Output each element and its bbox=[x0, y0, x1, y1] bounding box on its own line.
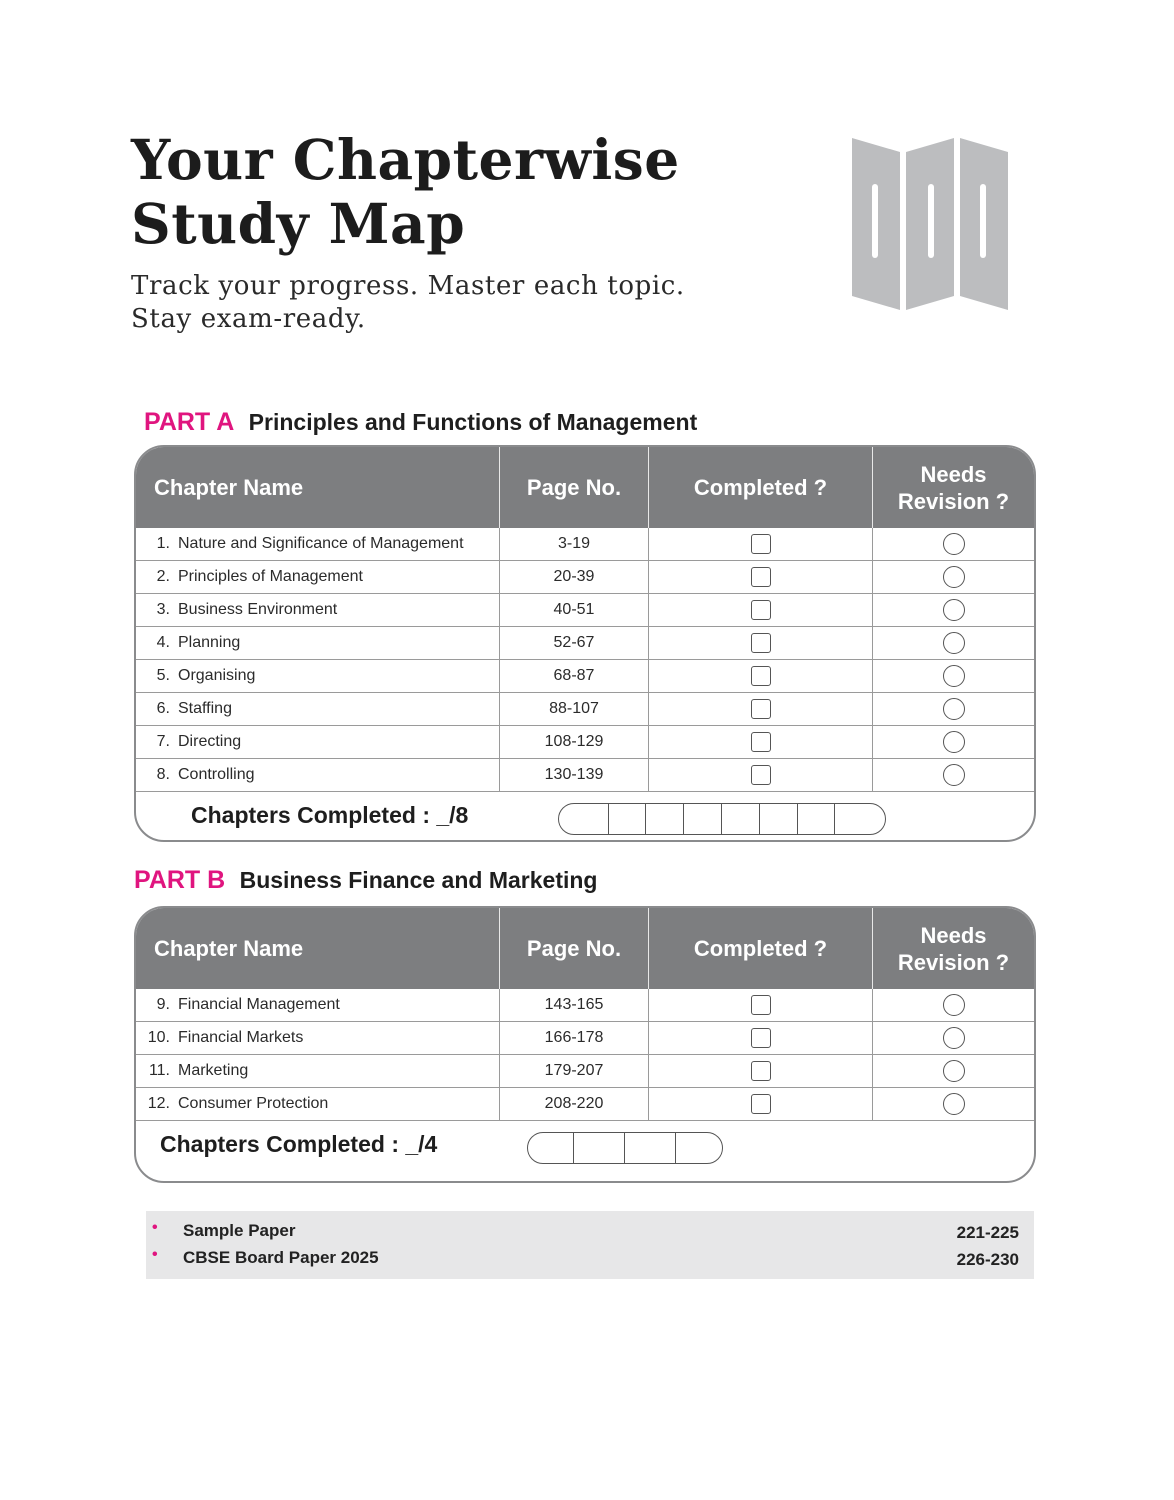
chapter-number: 1. bbox=[156, 535, 170, 552]
col-page-no: Page No. bbox=[500, 447, 649, 528]
completed-checkbox[interactable] bbox=[751, 666, 771, 686]
bullet-icon: • bbox=[152, 1219, 158, 1236]
page-title bbox=[131, 128, 680, 256]
completed-checkbox[interactable] bbox=[751, 1061, 771, 1081]
revision-radio[interactable] bbox=[943, 533, 965, 555]
chapter-number: 8. bbox=[156, 766, 170, 783]
part-b-heading bbox=[134, 866, 597, 895]
revision-radio[interactable] bbox=[943, 566, 965, 588]
chapter-name: Directing bbox=[178, 733, 242, 750]
completed-checkbox[interactable] bbox=[751, 600, 771, 620]
completed-checkbox[interactable] bbox=[751, 1028, 771, 1048]
progress-tracker bbox=[558, 803, 886, 835]
progress-tracker bbox=[527, 1132, 723, 1164]
chapter-pages: 20-39 bbox=[500, 561, 649, 593]
completed-checkbox[interactable] bbox=[751, 567, 771, 587]
chapter-pages: 40-51 bbox=[500, 594, 649, 626]
revision-radio[interactable] bbox=[943, 698, 965, 720]
col-completed: Completed ? bbox=[649, 447, 873, 528]
part-a-title: Principles and Functions of Management bbox=[248, 409, 698, 435]
completed-checkbox[interactable] bbox=[751, 1094, 771, 1114]
chapter-name: Nature and Significance of Management bbox=[178, 535, 464, 552]
chapter-name: Planning bbox=[178, 634, 241, 651]
table-row bbox=[136, 1055, 1034, 1088]
completed-checkbox[interactable] bbox=[751, 765, 771, 785]
chapter-pages: 208-220 bbox=[500, 1088, 649, 1120]
chapter-name: Financial Markets bbox=[178, 1029, 304, 1046]
col-needs-revision bbox=[873, 908, 1034, 989]
col-needs-revision bbox=[873, 447, 1034, 528]
chapter-name: Marketing bbox=[178, 1062, 249, 1079]
chapter-number: 2. bbox=[156, 568, 170, 585]
tracker-cell[interactable] bbox=[559, 804, 609, 834]
table-row bbox=[136, 660, 1034, 693]
chapter-name: Staffing bbox=[178, 700, 232, 717]
revision-radio[interactable] bbox=[943, 632, 965, 654]
page-title-line-2: Study Map bbox=[131, 191, 466, 256]
chapter-pages: 166-178 bbox=[500, 1022, 649, 1054]
revision-radio[interactable] bbox=[943, 1027, 965, 1049]
revision-radio[interactable] bbox=[943, 1093, 965, 1115]
extra-item bbox=[146, 1219, 1034, 1246]
chapter-number: 5. bbox=[156, 667, 170, 684]
col-page-no: Page No. bbox=[500, 908, 649, 989]
table-row bbox=[136, 1088, 1034, 1121]
tracker-cell[interactable] bbox=[722, 804, 760, 834]
chapter-number: 4. bbox=[156, 634, 170, 651]
page-subtitle-line-1: Track your progress. Master each topic. bbox=[131, 271, 685, 301]
chapter-pages: 3-19 bbox=[500, 528, 649, 560]
table-header bbox=[136, 447, 1034, 528]
chapter-number: 12. bbox=[147, 1095, 170, 1112]
table-body bbox=[136, 528, 1034, 792]
chapter-pages: 68-87 bbox=[500, 660, 649, 692]
tracker-cell[interactable] bbox=[625, 1133, 676, 1163]
extra-name: CBSE Board Paper 2025 bbox=[183, 1248, 379, 1267]
revision-radio[interactable] bbox=[943, 731, 965, 753]
completed-checkbox[interactable] bbox=[751, 534, 771, 554]
part-a-heading bbox=[144, 408, 697, 437]
chapter-pages: 143-165 bbox=[500, 989, 649, 1021]
part-a-tag: PART A bbox=[144, 408, 235, 436]
table-row bbox=[136, 594, 1034, 627]
table-body bbox=[136, 989, 1034, 1121]
page-subtitle bbox=[131, 270, 685, 336]
table-row bbox=[136, 627, 1034, 660]
completed-checkbox[interactable] bbox=[751, 699, 771, 719]
table-row bbox=[136, 561, 1034, 594]
extra-item bbox=[146, 1246, 1034, 1273]
col-chapter-name: Chapter Name bbox=[136, 447, 500, 528]
revision-radio[interactable] bbox=[943, 764, 965, 786]
extra-name: Sample Paper bbox=[183, 1221, 296, 1240]
table-row bbox=[136, 1022, 1034, 1055]
part-a-table bbox=[134, 445, 1036, 842]
chapter-number: 9. bbox=[156, 996, 170, 1013]
revision-radio[interactable] bbox=[943, 1060, 965, 1082]
tracker-cell[interactable] bbox=[676, 1133, 722, 1163]
col-completed: Completed ? bbox=[649, 908, 873, 989]
tracker-cell[interactable] bbox=[835, 804, 885, 834]
tracker-cell[interactable] bbox=[798, 804, 836, 834]
table-row bbox=[136, 759, 1034, 792]
chapter-number: 3. bbox=[156, 601, 170, 618]
chapter-pages: 179-207 bbox=[500, 1055, 649, 1087]
completed-checkbox[interactable] bbox=[751, 995, 771, 1015]
part-b-table bbox=[134, 906, 1036, 1183]
chapter-number: 11. bbox=[148, 1062, 170, 1079]
tracker-cell[interactable] bbox=[609, 804, 647, 834]
extra-pages: 226-230 bbox=[956, 1250, 1019, 1269]
tracker-cell[interactable] bbox=[646, 804, 684, 834]
revision-radio[interactable] bbox=[943, 665, 965, 687]
table-header bbox=[136, 908, 1034, 989]
folded-map-icon bbox=[850, 136, 1010, 312]
chapters-completed-row bbox=[136, 792, 1034, 842]
tracker-cell[interactable] bbox=[528, 1133, 574, 1163]
tracker-cell[interactable] bbox=[760, 804, 798, 834]
tracker-cell[interactable] bbox=[574, 1133, 625, 1163]
chapter-name: Financial Management bbox=[178, 996, 340, 1013]
col-needs-revision-line-2: Revision ? bbox=[897, 488, 1010, 514]
col-needs-revision-line-1: Needs bbox=[920, 922, 987, 948]
chapter-number: 6. bbox=[156, 700, 170, 717]
chapter-number: 7. bbox=[156, 733, 170, 750]
chapters-completed-label: Chapters Completed : _/4 bbox=[160, 1131, 438, 1157]
chapter-pages: 52-67 bbox=[500, 627, 649, 659]
chapters-completed-label: Chapters Completed : _/8 bbox=[191, 802, 469, 828]
chapter-name: Principles of Management bbox=[178, 568, 363, 585]
chapter-name: Organising bbox=[178, 667, 256, 684]
part-b-title: Business Finance and Marketing bbox=[239, 867, 598, 893]
table-row bbox=[136, 693, 1034, 726]
col-chapter-name: Chapter Name bbox=[136, 908, 500, 989]
chapter-pages: 108-129 bbox=[500, 726, 649, 758]
revision-radio[interactable] bbox=[943, 599, 965, 621]
extra-pages: 221-225 bbox=[956, 1223, 1019, 1242]
extra-papers bbox=[146, 1211, 1034, 1279]
page-subtitle-line-2: Stay exam-ready. bbox=[131, 304, 366, 334]
chapter-name: Controlling bbox=[178, 766, 255, 783]
bullet-icon: • bbox=[152, 1246, 158, 1263]
tracker-cell[interactable] bbox=[684, 804, 722, 834]
chapter-name: Consumer Protection bbox=[178, 1095, 329, 1112]
chapter-number: 10. bbox=[147, 1029, 170, 1046]
table-row bbox=[136, 726, 1034, 759]
col-needs-revision-line-1: Needs bbox=[920, 461, 987, 487]
chapter-pages: 130-139 bbox=[500, 759, 649, 791]
part-b-tag: PART B bbox=[134, 866, 226, 894]
col-needs-revision-line-2: Revision ? bbox=[897, 949, 1010, 975]
completed-checkbox[interactable] bbox=[751, 633, 771, 653]
completed-checkbox[interactable] bbox=[751, 732, 771, 752]
chapter-name: Business Environment bbox=[178, 601, 338, 618]
page-title-line-1: Your Chapterwise bbox=[131, 127, 680, 192]
chapter-pages: 88-107 bbox=[500, 693, 649, 725]
table-row bbox=[136, 989, 1034, 1022]
revision-radio[interactable] bbox=[943, 994, 965, 1016]
table-row bbox=[136, 528, 1034, 561]
chapters-completed-row bbox=[136, 1121, 1034, 1171]
